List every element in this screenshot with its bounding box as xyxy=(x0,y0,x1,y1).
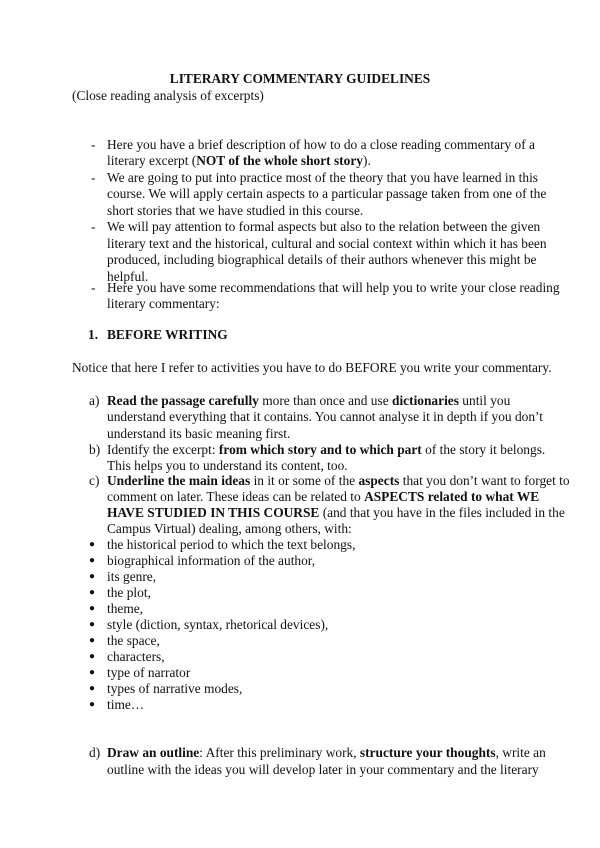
text-line xyxy=(107,521,352,537)
text-line xyxy=(107,697,144,713)
list-marker: ● xyxy=(89,539,96,550)
bold-text: HAVE STUDIED IN THIS COURSE xyxy=(107,505,320,520)
text: ). xyxy=(362,153,371,168)
list-marker: - xyxy=(91,280,96,295)
text: outline with the ideas you will develop later in your commentary and the literary xyxy=(107,762,539,777)
bold-text: ASPECTS related to what WE xyxy=(364,489,540,504)
list-marker: ● xyxy=(89,619,96,630)
text: in it or some of the xyxy=(250,473,359,488)
text-line xyxy=(107,296,220,312)
list-marker: ● xyxy=(89,651,96,662)
text: time… xyxy=(107,697,145,712)
text: Notice that here I refer to activities you have to do BEFORE you write your commentary. xyxy=(72,360,552,375)
text: Identify the excerpt: xyxy=(107,442,219,457)
text-line xyxy=(107,505,565,521)
text: Campus Virtual) dealing, among others, with: xyxy=(107,521,352,536)
text-line xyxy=(107,153,371,169)
text: biographical information of the author, xyxy=(107,553,316,568)
text-line xyxy=(107,569,156,585)
list-marker: - xyxy=(91,219,96,234)
text-line xyxy=(107,473,570,489)
text-line xyxy=(107,649,165,665)
bold-text: NOT of the whole short story xyxy=(196,153,363,168)
text: types of narrative modes, xyxy=(107,681,243,696)
text: Here you have a brief description of how to do a close reading commentary of a xyxy=(107,137,535,152)
text: more than once and use xyxy=(258,393,392,408)
text-line xyxy=(107,426,290,442)
text-line xyxy=(107,745,546,761)
text-line xyxy=(72,360,552,376)
bold-text: aspects xyxy=(358,473,400,488)
text: the space, xyxy=(107,633,160,648)
text: theme, xyxy=(107,601,144,616)
text-line xyxy=(107,585,151,601)
text-line xyxy=(107,442,545,458)
text: : After this preliminary work, xyxy=(199,745,360,760)
text: comment on later. These ideas can be related to xyxy=(107,489,365,504)
list-marker: ● xyxy=(89,555,96,566)
text-line xyxy=(107,409,543,425)
text: of the story it belongs. xyxy=(421,442,546,457)
list-marker: ● xyxy=(89,635,96,646)
text-line xyxy=(107,327,228,343)
text: literary excerpt ( xyxy=(107,153,197,168)
text-line xyxy=(107,393,510,409)
bold-text: dictionaries xyxy=(392,393,459,408)
text: understand its basic meaning first. xyxy=(107,426,291,441)
list-marker: - xyxy=(91,170,96,185)
text-line xyxy=(107,252,537,268)
list-marker: ● xyxy=(89,683,96,694)
text: produced, including biographical details of their authors whenever this might be xyxy=(107,252,537,267)
text: We are going to put into practice most of the theory that you have learned in this xyxy=(107,170,539,185)
text-line xyxy=(107,137,535,153)
text: helpful. xyxy=(107,269,149,284)
text: Here you have some recommendations that will help you to write your close reading xyxy=(107,280,560,295)
document-title: LITERARY COMMENTARY GUIDELINES xyxy=(169,71,431,86)
text: , write an xyxy=(495,745,546,760)
text-line xyxy=(107,553,315,569)
list-marker: ● xyxy=(89,587,96,598)
list-marker: - xyxy=(91,137,96,152)
text: (and that you have in the files included in the xyxy=(319,505,565,520)
text: understand everything that it contains. You cannot analyse it in depth if you don’t xyxy=(107,409,543,424)
text-line xyxy=(107,219,540,235)
text-line xyxy=(107,762,539,778)
list-marker: a) xyxy=(89,393,100,408)
text: style (diction, syntax, rhetorical devices), xyxy=(107,617,329,632)
bold-text: BEFORE WRITING xyxy=(107,327,228,342)
list-marker: b) xyxy=(89,442,101,457)
text-line xyxy=(107,186,546,202)
text: short stories that we have studied in this course. xyxy=(107,203,364,218)
text-line xyxy=(107,170,538,186)
bold-text: from which story and to which part xyxy=(218,442,422,457)
text-line xyxy=(107,633,160,649)
text-line xyxy=(107,617,328,633)
text-line xyxy=(107,489,539,505)
text: literary commentary: xyxy=(107,296,220,311)
text: course. We will apply certain aspects to a particular passage taken from one of the xyxy=(107,186,547,201)
list-marker: 1. xyxy=(88,327,99,342)
list-marker: ● xyxy=(89,699,96,710)
bold-text: Read the passage carefully xyxy=(107,393,259,408)
text: This helps you to understand its content, too. xyxy=(107,458,348,473)
text: the plot, xyxy=(107,585,151,600)
text-line xyxy=(107,458,348,474)
text: type of narrator xyxy=(107,665,191,680)
text-line xyxy=(107,601,143,617)
text: the historical period to which the text belongs, xyxy=(107,537,356,552)
list-marker: ● xyxy=(89,571,96,582)
text-line xyxy=(107,537,355,553)
text-line xyxy=(107,665,190,681)
text-line xyxy=(107,681,242,697)
bold-text: structure your thoughts xyxy=(359,745,496,760)
text-line xyxy=(107,203,363,219)
document-subtitle: (Close reading analysis of excerpts) xyxy=(72,88,264,103)
list-marker: c) xyxy=(89,473,100,488)
text: literary text and the historical, cultural and social context within which it has been xyxy=(107,236,547,251)
list-marker: ● xyxy=(89,667,96,678)
text-line xyxy=(107,280,560,296)
text: characters, xyxy=(107,649,165,664)
text: its genre, xyxy=(107,569,157,584)
text: We will pay attention to formal aspects but also to the relation between the given xyxy=(107,219,541,234)
text: that you don’t want to forget to xyxy=(399,473,570,488)
list-marker: d) xyxy=(89,745,101,760)
text: until you xyxy=(458,393,511,408)
bold-text: Draw an outline xyxy=(107,745,200,760)
bold-text: Underline the main ideas xyxy=(107,473,251,488)
text-line xyxy=(107,236,547,252)
list-marker: ● xyxy=(89,603,96,614)
